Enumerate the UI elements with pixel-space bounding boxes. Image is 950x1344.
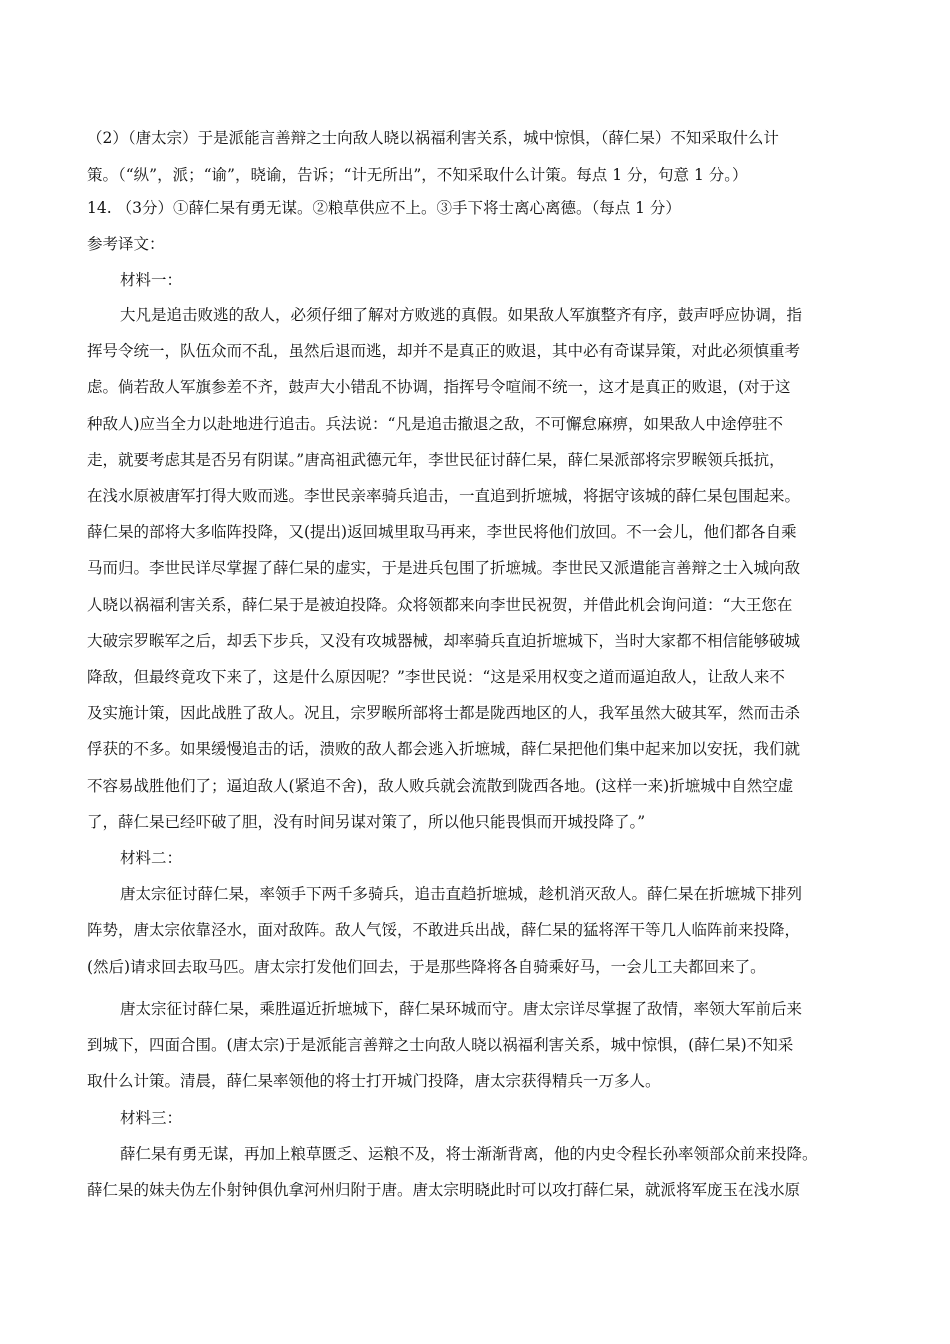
material-2-para-1-line: (然后)请求回去取马匹。唐太宗打发他们回去，于是那些降将各自骑乘好马，一会儿工夫都回来了。 <box>87 958 766 976</box>
material-3-heading: 材料三： <box>120 1109 183 1127</box>
material-1-line: 及实施计策，因此战胜了敌人。况且，宗罗睺所部将士都是陇西地区的人，我军虽然大破其军，然而击杀 <box>87 704 801 722</box>
answer-14: 14. （3分）①薛仁杲有勇无谋。②粮草供应不上。③手下将士离心离德。（每点 1 分） <box>87 199 681 217</box>
material-2-para-2-line: 唐太宗征讨薛仁杲，乘胜逼近折墌城下，薛仁杲环城而守。唐太宗详尽掌握了敌情，率领大军前后来 <box>120 1000 803 1018</box>
material-2-heading: 材料二： <box>120 849 183 867</box>
answer-13-2-line-2: 策。（“纵”，派；“谕”，晓谕，告诉；“计无所出”，不知采取什么计策。每点 1 分，句意 1 分。） <box>87 166 748 184</box>
material-1-line: 不容易战胜他们了；逼迫敌人(紧追不舍)，敌人败兵就会流散到陇西各地。(这样一来)折墌城中自然空虚 <box>87 777 794 795</box>
material-1-line: 了，薛仁杲已经吓破了胆，没有时间另谋对策了，所以他只能畏惧而开城投降了。” <box>87 813 646 831</box>
material-1-line: 挥号令统一，队伍众而不乱，虽然后退而逃，却并不是真正的败退，其中必有奇谋异策，对此必须慎重考 <box>87 342 801 360</box>
material-1-line: 降敌，但最终竟攻下来了，这是什么原因呢？”李世民说：“这是采用权变之道而逼迫敌人，让敌人来不 <box>87 668 785 686</box>
translation-heading: 参考译文： <box>87 235 165 253</box>
material-1-line: 大破宗罗睺军之后，却丢下步兵，又没有攻城器械，却率骑兵直迫折墌城下，当时大家都不相信能够破城 <box>87 632 801 650</box>
material-2-para-2-line: 取什么计策。清晨，薛仁杲率领他的将士打开城门投降，唐太宗获得精兵一万多人。 <box>87 1072 661 1090</box>
material-2-para-2-line: 到城下，四面合围。(唐太宗)于是派能言善辩之士向敌人晓以祸福利害关系，城中惊惧，(薛仁杲)不知采 <box>87 1036 794 1054</box>
material-1-line: 大凡是追击败逃的敌人，必须仔细了解对方败逃的真假。如果敌人军旗整齐有序，鼓声呼应协调，指 <box>120 306 803 324</box>
material-2-para-1-line: 阵势，唐太宗依靠泾水，面对敌阵。敌人气馁，不敢进兵出战，薛仁杲的猛将浑干等几人临阵前来投降， <box>87 921 801 939</box>
answer-13-2-line-1: （2）（唐太宗）于是派能言善辩之士向敌人晓以祸福利害关系，城中惊惧，（薛仁杲）不知采取什么计 <box>87 129 779 147</box>
material-1-line: 在浅水原被唐军打得大败而逃。李世民亲率骑兵追击，一直追到折墌城，将据守该城的薛仁杲包围起来。 <box>87 487 801 505</box>
material-2-para-1-line: 唐太宗征讨薛仁杲，率领手下两千多骑兵，追击直趋折墌城，趁机消灭敌人。薛仁杲在折墌城下排列 <box>120 885 803 903</box>
material-1-line: 虑。倘若敌人军旗参差不齐，鼓声大小错乱不协调，指挥号令喧闹不统一，这才是真正的败退，(对于这 <box>87 378 791 396</box>
material-1-line: 马而归。李世民详尽掌握了薛仁杲的虚实，于是进兵包围了折墌城。李世民又派遣能言善辩之士入城向敌 <box>87 559 801 577</box>
material-1-line: 走，就要考虑其是否另有阴谋。”唐高祖武德元年，李世民征讨薛仁杲，薛仁杲派部将宗罗睺领兵抵抗， <box>87 451 785 469</box>
material-1-line: 人晓以祸福利害关系，薛仁杲于是被迫投降。众将领都来向李世民祝贺，并借此机会询问道：“大王您在 <box>87 596 793 614</box>
material-1-heading: 材料一： <box>120 271 183 289</box>
material-1-line: 俘获的不多。如果缓慢追击的话，溃败的敌人都会逃入折墌城，薛仁杲把他们集中起来加以安抚，我们就 <box>87 740 801 758</box>
material-3-line: 薛仁杲的妹夫伪左仆射钟俱仇拿河州归附于唐。唐太宗明晓此时可以攻打薛仁杲，就派将军庞玉在浅水原 <box>87 1181 801 1199</box>
material-1-line: 种敌人)应当全力以赴地进行追击。兵法说：“凡是追击撤退之敌，不可懈怠麻痹，如果敌人中途停驻不 <box>87 415 783 433</box>
material-1-line: 薛仁杲的部将大多临阵投降，又(提出)返回城里取马再来，李世民将他们放回。不一会儿，他们都各自乘 <box>87 523 797 541</box>
material-3-line: 薛仁杲有勇无谋，再加上粮草匮乏、运粮不及，将士渐渐背离，他的内史令程长孙率领部众前来投降。 <box>120 1145 818 1163</box>
